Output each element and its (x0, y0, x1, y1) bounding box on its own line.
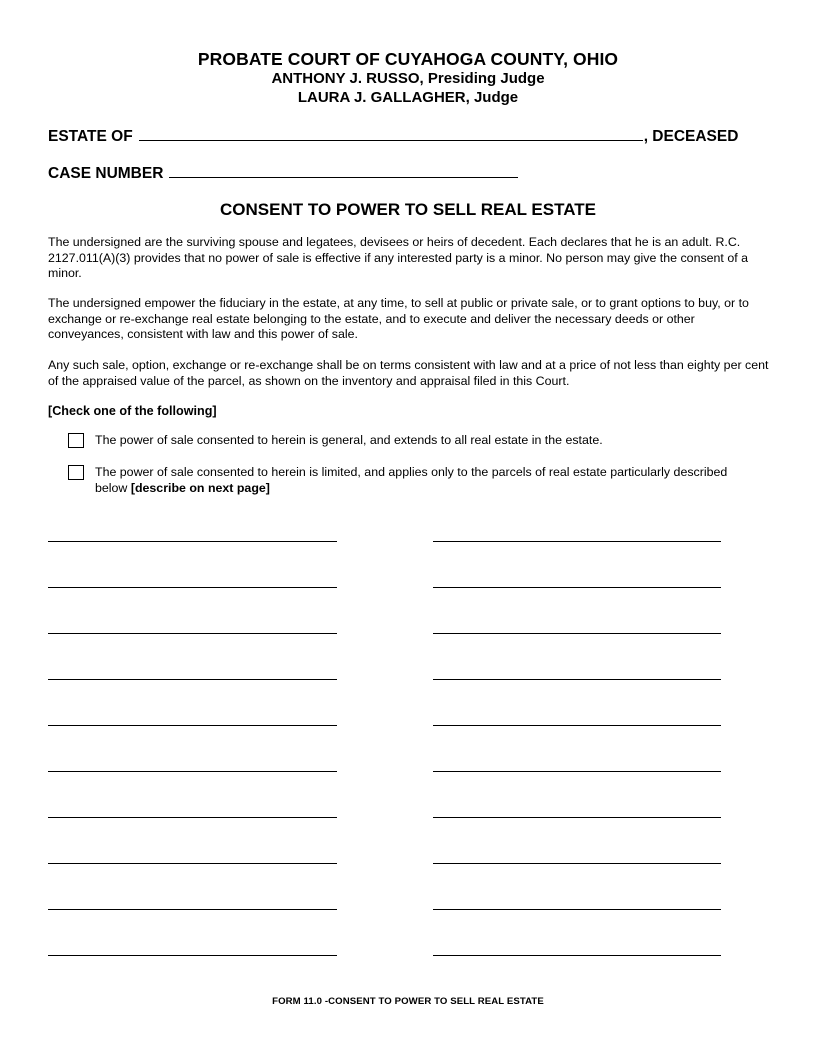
option-general (68, 433, 748, 449)
signature-line[interactable] (48, 587, 337, 588)
court-name: PROBATE COURT OF CUYAHOGA COUNTY, OHIO (197, 49, 619, 69)
signature-line[interactable] (48, 863, 337, 864)
signature-line[interactable] (433, 587, 721, 588)
signature-line[interactable] (48, 955, 337, 956)
form-title: CONSENT TO POWER TO SELL REAL ESTATE (220, 200, 596, 219)
signature-line[interactable] (433, 909, 721, 910)
estate-of-label: ESTATE OF (48, 128, 133, 145)
general-power-text: The power of sale consented to herein is general, and extends to all real estate in the estate. (95, 433, 603, 447)
signature-line[interactable] (433, 863, 721, 864)
signature-line[interactable] (433, 817, 721, 818)
signature-line[interactable] (433, 771, 721, 772)
signature-line[interactable] (433, 679, 721, 680)
estate-name-field[interactable] (139, 124, 643, 141)
court-header (0, 49, 816, 107)
limited-power-note: [describe on next page] (130, 480, 270, 495)
signature-line[interactable] (48, 679, 337, 680)
signature-line[interactable] (48, 725, 337, 726)
presiding-judge: ANTHONY J. RUSSO, Presiding Judge (271, 70, 545, 87)
signature-line[interactable] (433, 725, 721, 726)
general-power-checkbox[interactable] (68, 433, 84, 448)
option-limited (68, 465, 748, 496)
signature-line[interactable] (48, 541, 337, 542)
estate-of-row (48, 124, 738, 146)
signature-line[interactable] (433, 955, 721, 956)
signature-line[interactable] (48, 817, 337, 818)
case-number-field[interactable] (169, 161, 518, 178)
limited-power-text: The power of sale consented to herein is limited, and applies only to the parcels of real estate particularly described below (95, 465, 728, 495)
limited-power-text-wrap (95, 465, 748, 496)
paragraph-surviving-spouse: The undersigned are the surviving spouse and legatees, devisees or heirs of decedent. Each declares that he is an adult. R.C. 2127.011(A)(3) provides that no power of sale is effective if any interested party is a minor. No person may give the consent of a minor. (48, 235, 748, 280)
signature-line[interactable] (48, 771, 337, 772)
form-footer: FORM 11.0 -CONSENT TO POWER TO SELL REAL ESTATE (272, 996, 544, 1007)
limited-power-checkbox[interactable] (68, 465, 84, 480)
case-number-label: CASE NUMBER (48, 165, 164, 182)
judge: LAURA J. GALLAGHER, Judge (297, 89, 519, 106)
signature-line[interactable] (48, 909, 337, 910)
case-number-row (48, 161, 518, 183)
signature-line[interactable] (433, 633, 721, 634)
signature-line[interactable] (48, 633, 337, 634)
signature-line[interactable] (433, 541, 721, 542)
deceased-label: , DECEASED (643, 128, 739, 145)
paragraph-empower-fiduciary: The undersigned empower the fiduciary in the estate, at any time, to sell at public or private sale, or to grant options to buy, or to exchange or re-exchange real estate belonging to the estate, and to execute and deliver the necessary deeds or other conveyances, consistent with law and this power of sale. (48, 296, 749, 341)
paragraph-sale-terms: Any such sale, option, exchange or re-exchange shall be on terms consistent with law and at a price of not less than eighty per cent of the appraised value of the parcel, as shown on the inventory and appraisal filed in this Court. (48, 358, 769, 388)
check-one-heading: [Check one of the following] (48, 404, 217, 418)
